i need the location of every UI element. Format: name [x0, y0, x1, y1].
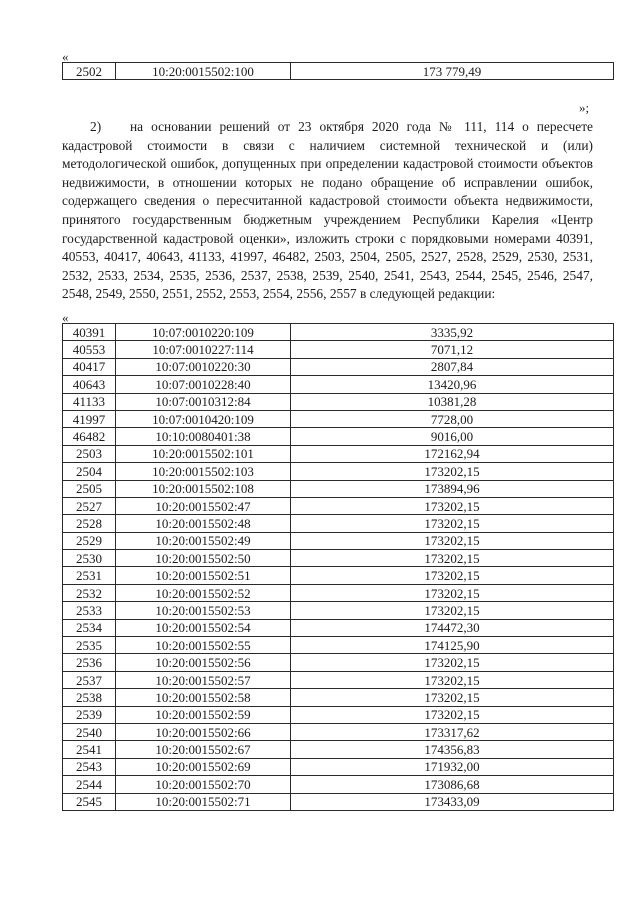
- cadastral-value-cell: 2807,84: [291, 358, 614, 375]
- cadastral-number-cell: 10:20:0015502:66: [116, 723, 291, 740]
- row-number-cell: 2536: [63, 654, 116, 671]
- cadastral-number-cell: 10:20:0015502:50: [116, 550, 291, 567]
- cadastral-value-cell: 173 779,49: [291, 63, 614, 80]
- cadastral-value-cell: 173202,15: [291, 689, 614, 706]
- paragraph-text: на основании решений от 23 октября 2020 года № 111, 114 о пересчете кадастровой стоимости в связи с наличием системной технической и (или) методологической ошибок, допущенных при определении кадастровой стоимости объектов недвижимости, в отношении которых не подано обращение об исправлении ошибок, содержащего сведения о пересчитанной кадастровой стоимости объекта недвижимости, принятого государственным бюджетным учреждением Республики Карелия «Центр государственной кадастровой оценки», изложить строки с порядковыми номерами 40391, 40553, 40417, 40643, 41133, 41997, 46482, 2503, 2504, 2505, 2527, 2528, 2529, 2530, 2531, 2532, 2533, 2534, 2535, 2536, 2537, 2538, 2539, 2540, 2541, 2543, 2544, 2545, 2546, 2547, 2548, 2549, 2550, 2551, 2552, 2553, 2554, 2556, 2557 в следующей редакции:: [62, 119, 593, 302]
- table-row: [63, 567, 614, 584]
- cadastral-number-cell: 10:07:0010220:109: [116, 324, 291, 341]
- paragraph-number: 2): [90, 119, 102, 134]
- row-number-cell: 41997: [63, 410, 116, 427]
- cadastral-number-cell: 10:20:0015502:51: [116, 567, 291, 584]
- cadastral-value-cell: 173202,15: [291, 671, 614, 688]
- cadastral-number-cell: 10:20:0015502:52: [116, 584, 291, 601]
- cadastral-number-cell: 10:20:0015502:71: [116, 793, 291, 810]
- cadastral-number-cell: 10:20:0015502:47: [116, 497, 291, 514]
- table-row: [63, 723, 614, 740]
- table-row: [63, 793, 614, 810]
- cadastral-value-cell: 171932,00: [291, 758, 614, 775]
- row-number-cell: 2543: [63, 758, 116, 775]
- table-row: [63, 758, 614, 775]
- first-table: [62, 62, 614, 80]
- cadastral-number-cell: 10:10:0080401:38: [116, 428, 291, 445]
- cadastral-value-cell: 174356,83: [291, 741, 614, 758]
- table-row: [63, 584, 614, 601]
- table-row: [63, 428, 614, 445]
- table-row: [63, 341, 614, 358]
- cadastral-number-cell: 10:20:0015502:69: [116, 758, 291, 775]
- cadastral-number-cell: 10:20:0015502:103: [116, 463, 291, 480]
- cadastral-number-cell: 10:20:0015502:101: [116, 445, 291, 462]
- table-row: [63, 324, 614, 341]
- table-row: [63, 376, 614, 393]
- cadastral-number-cell: 10:20:0015502:55: [116, 637, 291, 654]
- table-row: [63, 393, 614, 410]
- cadastral-number-cell: 10:07:0010420:109: [116, 410, 291, 427]
- cadastral-number-cell: 10:20:0015502:59: [116, 706, 291, 723]
- cadastral-value-cell: 173433,09: [291, 793, 614, 810]
- table-row: [63, 550, 614, 567]
- cadastral-value-cell: 173086,68: [291, 776, 614, 793]
- cadastral-value-cell: 3335,92: [291, 324, 614, 341]
- row-number-cell: 2532: [63, 584, 116, 601]
- cadastral-number-cell: 10:20:0015502:57: [116, 671, 291, 688]
- row-number-cell: 2538: [63, 689, 116, 706]
- table-row: [63, 689, 614, 706]
- table-row: [63, 480, 614, 497]
- cadastral-value-cell: 9016,00: [291, 428, 614, 445]
- row-number-cell: 46482: [63, 428, 116, 445]
- amendment-paragraph: [62, 118, 593, 304]
- row-number-cell: 2533: [63, 602, 116, 619]
- cadastral-value-cell: 173202,15: [291, 515, 614, 532]
- cadastral-value-cell: 13420,96: [291, 376, 614, 393]
- row-number-cell: 2531: [63, 567, 116, 584]
- row-number-cell: 2537: [63, 671, 116, 688]
- row-number-cell: 2527: [63, 497, 116, 514]
- cadastral-value-cell: 173202,15: [291, 584, 614, 601]
- table-row: [63, 63, 614, 80]
- second-quote-mark: «: [62, 310, 69, 325]
- cadastral-value-cell: 173317,62: [291, 723, 614, 740]
- row-number-cell: 2505: [63, 480, 116, 497]
- cadastral-value-table: [62, 323, 614, 811]
- table-row: [63, 671, 614, 688]
- cadastral-number-cell: 10:20:0015502:49: [116, 532, 291, 549]
- table-row: [63, 410, 614, 427]
- table-row: [63, 741, 614, 758]
- cadastral-number-cell: 10:20:0015502:100: [116, 63, 291, 80]
- row-number-cell: 2504: [63, 463, 116, 480]
- cadastral-number-cell: 10:07:0010227:114: [116, 341, 291, 358]
- cadastral-number-cell: 10:20:0015502:58: [116, 689, 291, 706]
- opening-quote-mark: «: [62, 49, 69, 64]
- row-number-cell: 2530: [63, 550, 116, 567]
- row-number-cell: 2529: [63, 532, 116, 549]
- cadastral-value-cell: 173202,15: [291, 567, 614, 584]
- closing-quote-mark: »;: [579, 100, 590, 115]
- table-row: [63, 463, 614, 480]
- cadastral-number-cell: 10:20:0015502:54: [116, 619, 291, 636]
- table-row: [63, 532, 614, 549]
- row-number-cell: 40553: [63, 341, 116, 358]
- table-row: [63, 619, 614, 636]
- cadastral-value-cell: 173202,15: [291, 706, 614, 723]
- cadastral-value-cell: 173202,15: [291, 463, 614, 480]
- row-number-cell: 2502: [63, 63, 116, 80]
- cadastral-number-cell: 10:07:0010312:84: [116, 393, 291, 410]
- row-number-cell: 2544: [63, 776, 116, 793]
- row-number-cell: 2540: [63, 723, 116, 740]
- row-number-cell: 2539: [63, 706, 116, 723]
- row-number-cell: 40643: [63, 376, 116, 393]
- table-row: [63, 515, 614, 532]
- table-row: [63, 776, 614, 793]
- cadastral-value-cell: 173894,96: [291, 480, 614, 497]
- cadastral-value-cell: 7728,00: [291, 410, 614, 427]
- row-number-cell: 41133: [63, 393, 116, 410]
- cadastral-value-cell: 173202,15: [291, 550, 614, 567]
- table-row: [63, 445, 614, 462]
- cadastral-value-cell: 7071,12: [291, 341, 614, 358]
- cadastral-value-cell: 173202,15: [291, 497, 614, 514]
- table-row: [63, 497, 614, 514]
- table-row: [63, 706, 614, 723]
- cadastral-value-cell: 174472,30: [291, 619, 614, 636]
- cadastral-number-cell: 10:20:0015502:53: [116, 602, 291, 619]
- cadastral-number-cell: 10:07:0010220:30: [116, 358, 291, 375]
- table-row: [63, 358, 614, 375]
- cadastral-value-cell: 173202,15: [291, 532, 614, 549]
- table-row: [63, 654, 614, 671]
- cadastral-value-cell: 173202,15: [291, 654, 614, 671]
- cadastral-value-cell: 174125,90: [291, 637, 614, 654]
- cadastral-number-cell: 10:20:0015502:70: [116, 776, 291, 793]
- row-number-cell: 2503: [63, 445, 116, 462]
- row-number-cell: 2534: [63, 619, 116, 636]
- cadastral-number-cell: 10:20:0015502:56: [116, 654, 291, 671]
- row-number-cell: 2528: [63, 515, 116, 532]
- cadastral-value-cell: 173202,15: [291, 602, 614, 619]
- row-number-cell: 2545: [63, 793, 116, 810]
- cadastral-value-cell: 10381,28: [291, 393, 614, 410]
- table-row: [63, 602, 614, 619]
- cadastral-number-cell: 10:20:0015502:67: [116, 741, 291, 758]
- cadastral-value-cell: 172162,94: [291, 445, 614, 462]
- table-row: [63, 637, 614, 654]
- cadastral-number-cell: 10:20:0015502:48: [116, 515, 291, 532]
- row-number-cell: 2535: [63, 637, 116, 654]
- row-number-cell: 2541: [63, 741, 116, 758]
- cadastral-number-cell: 10:07:0010228:40: [116, 376, 291, 393]
- row-number-cell: 40417: [63, 358, 116, 375]
- row-number-cell: 40391: [63, 324, 116, 341]
- cadastral-number-cell: 10:20:0015502:108: [116, 480, 291, 497]
